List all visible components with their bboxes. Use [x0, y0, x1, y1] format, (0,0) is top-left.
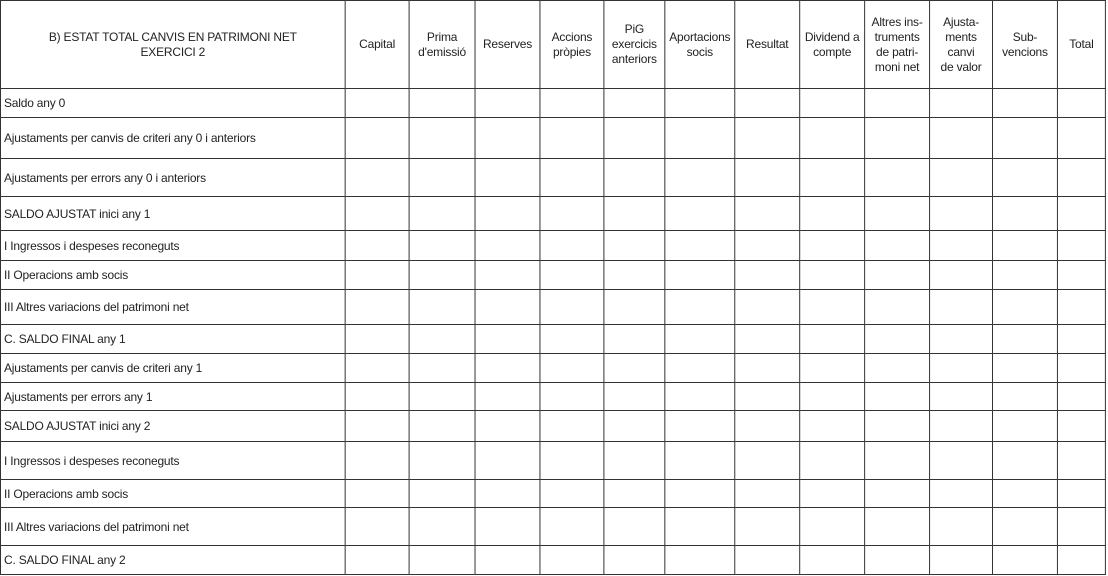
table-cell[interactable]	[409, 383, 475, 411]
table-cell[interactable]	[665, 546, 735, 575]
table-cell[interactable]	[865, 325, 930, 354]
table-cell[interactable]	[345, 508, 409, 546]
column-header-line: truments	[874, 29, 920, 44]
row-label: Ajustaments per errors any 1	[0, 383, 345, 411]
column-header	[930, 1, 993, 89]
table-cell[interactable]	[865, 197, 930, 231]
table-cell[interactable]	[475, 159, 540, 197]
table-cell[interactable]	[345, 159, 409, 197]
table-title-line: B) ESTAT TOTAL CANVIS EN PATRIMONI NET	[48, 29, 297, 44]
table-cell[interactable]	[604, 290, 665, 325]
table-cell[interactable]	[409, 354, 475, 383]
table-cell[interactable]	[800, 354, 865, 383]
table-cell[interactable]	[865, 508, 930, 546]
column-header	[540, 1, 604, 89]
table-cell[interactable]	[735, 546, 800, 575]
table-cell[interactable]	[604, 159, 665, 197]
table-cell[interactable]	[409, 442, 475, 480]
table-cell[interactable]	[475, 546, 540, 575]
column-header	[604, 1, 665, 89]
table-cell[interactable]	[993, 159, 1058, 197]
table-cell[interactable]	[735, 411, 800, 442]
table-cell[interactable]	[604, 383, 665, 411]
table-title-line: EXERCICI 2	[140, 44, 206, 59]
column-header	[865, 1, 930, 89]
column-header-line: ments	[945, 29, 977, 44]
table-cell[interactable]	[409, 480, 475, 508]
column-header-line: vencions	[1002, 44, 1048, 59]
table-cell[interactable]	[409, 546, 475, 575]
column-header	[665, 1, 735, 89]
table-cell[interactable]	[665, 442, 735, 480]
table-row	[0, 480, 1105, 508]
table-cell[interactable]	[865, 354, 930, 383]
column-header-line: Total	[1069, 37, 1094, 51]
column-header-line: Sub-	[1012, 29, 1038, 44]
column-header-line: PiG	[624, 22, 645, 36]
table-cell[interactable]	[665, 89, 735, 118]
table-cell[interactable]	[345, 383, 409, 411]
row-label: C. SALDO FINAL any 1	[0, 325, 345, 354]
table-cell[interactable]	[735, 508, 800, 546]
table-row	[0, 383, 1105, 411]
table-cell[interactable]	[1057, 442, 1105, 480]
table-cell[interactable]	[475, 118, 540, 159]
table-cell[interactable]	[930, 480, 993, 508]
table-cell[interactable]	[800, 508, 865, 546]
table-cell[interactable]	[604, 480, 665, 508]
table-cell[interactable]	[735, 354, 800, 383]
column-header-line: pròpies	[552, 44, 591, 59]
table-cell[interactable]	[475, 442, 540, 480]
table-cell[interactable]	[665, 325, 735, 354]
table-cell[interactable]	[540, 89, 604, 118]
table-cell[interactable]	[1057, 546, 1105, 575]
table-cell[interactable]	[993, 261, 1058, 290]
table-cell[interactable]	[475, 383, 540, 411]
table-cell[interactable]	[735, 197, 800, 231]
table-row	[0, 231, 1105, 261]
table-cell[interactable]	[475, 231, 540, 261]
table-cell[interactable]	[993, 325, 1058, 354]
table-cell[interactable]	[800, 480, 865, 508]
column-header-line: Dividend a	[804, 29, 860, 44]
table-row	[0, 354, 1105, 383]
table-cell[interactable]	[665, 261, 735, 290]
column-header-line: de patri-	[875, 44, 919, 59]
table-cell[interactable]	[930, 89, 993, 118]
table-cell[interactable]	[475, 411, 540, 442]
table-cell[interactable]	[475, 480, 540, 508]
table-cell[interactable]	[540, 118, 604, 159]
table-cell[interactable]	[735, 89, 800, 118]
table-cell[interactable]	[993, 383, 1058, 411]
table-cell[interactable]	[604, 354, 665, 383]
table-cell[interactable]	[540, 197, 604, 231]
table-cell[interactable]	[930, 231, 993, 261]
table-cell[interactable]	[540, 508, 604, 546]
table-cell[interactable]	[993, 508, 1058, 546]
table-cell[interactable]	[800, 89, 865, 118]
table-cell[interactable]	[800, 118, 865, 159]
table-cell[interactable]	[604, 261, 665, 290]
table-cell[interactable]	[540, 159, 604, 197]
row-label: I Ingressos i despeses reconeguts	[0, 442, 345, 480]
table-cell[interactable]	[1057, 89, 1105, 118]
table-cell[interactable]	[993, 442, 1058, 480]
table-cell[interactable]	[865, 290, 930, 325]
column-header-line: de valor	[940, 59, 982, 74]
table-cell[interactable]	[409, 508, 475, 546]
table-cell[interactable]	[345, 197, 409, 231]
table-cell[interactable]	[735, 159, 800, 197]
row-label: Ajustaments per errors any 0 i anteriors	[0, 159, 345, 197]
table-cell[interactable]	[735, 442, 800, 480]
row-label: SALDO AJUSTAT inici any 1	[0, 197, 345, 231]
table-cell[interactable]	[735, 383, 800, 411]
table-cell[interactable]	[1057, 197, 1105, 231]
table-cell[interactable]	[409, 290, 475, 325]
table-cell[interactable]	[604, 546, 665, 575]
column-header-line: Resultat	[746, 37, 789, 51]
table-cell[interactable]	[865, 411, 930, 442]
table-cell[interactable]	[993, 480, 1058, 508]
table-cell[interactable]	[930, 383, 993, 411]
table-cell[interactable]	[993, 354, 1058, 383]
row-label: Ajustaments per canvis de criteri any 1	[0, 354, 345, 383]
table-row	[0, 411, 1105, 442]
row-label: II Operacions amb socis	[0, 480, 345, 508]
table-cell[interactable]	[540, 325, 604, 354]
row-label: I Ingressos i despeses reconeguts	[0, 231, 345, 261]
table-cell[interactable]	[800, 231, 865, 261]
table-cell[interactable]	[345, 290, 409, 325]
table-cell[interactable]	[540, 546, 604, 575]
table-cell[interactable]	[409, 197, 475, 231]
row-label: C. SALDO FINAL any 2	[0, 546, 345, 575]
table-cell[interactable]	[475, 325, 540, 354]
table-cell[interactable]	[540, 261, 604, 290]
column-header-line: anteriors	[611, 52, 657, 66]
table-cell[interactable]	[800, 290, 865, 325]
table-cell[interactable]	[345, 231, 409, 261]
table-cell[interactable]	[345, 325, 409, 354]
table-cell[interactable]	[735, 231, 800, 261]
table-cell[interactable]	[930, 261, 993, 290]
table-row	[0, 290, 1105, 325]
table-cell[interactable]	[540, 290, 604, 325]
table-cell[interactable]	[540, 442, 604, 480]
table-cell[interactable]	[993, 546, 1058, 575]
table-cell[interactable]	[665, 508, 735, 546]
table-cell[interactable]	[345, 442, 409, 480]
table-row	[0, 442, 1105, 480]
table-row	[0, 546, 1105, 575]
table-cell[interactable]	[604, 89, 665, 118]
table-cell[interactable]	[930, 290, 993, 325]
table-cell[interactable]	[865, 89, 930, 118]
table-row	[0, 197, 1105, 231]
table-cell[interactable]	[1057, 354, 1105, 383]
table-cell[interactable]	[345, 411, 409, 442]
table-cell[interactable]	[1057, 290, 1105, 325]
table-cell[interactable]	[1057, 508, 1105, 546]
column-header-line: Ajusta-	[943, 14, 979, 29]
table-cell[interactable]	[475, 508, 540, 546]
column-header-line: Prima	[426, 29, 458, 44]
table-cell[interactable]	[345, 480, 409, 508]
table-cell[interactable]	[800, 546, 865, 575]
table-cell[interactable]	[930, 546, 993, 575]
column-header-line: Aportacions	[669, 29, 731, 44]
table-cell[interactable]	[930, 508, 993, 546]
column-header-line: socis	[686, 44, 713, 59]
table-cell[interactable]	[345, 354, 409, 383]
table-cell[interactable]	[993, 118, 1058, 159]
table-cell[interactable]	[1057, 325, 1105, 354]
column-header-line: d'emissió	[418, 44, 466, 59]
table-cell[interactable]	[930, 325, 993, 354]
table-cell[interactable]	[409, 89, 475, 118]
table-cell[interactable]	[409, 231, 475, 261]
table-cell[interactable]	[735, 480, 800, 508]
table-cell[interactable]	[800, 442, 865, 480]
table-cell[interactable]	[800, 197, 865, 231]
table-cell[interactable]	[865, 480, 930, 508]
table-cell[interactable]	[930, 354, 993, 383]
column-header	[735, 1, 800, 89]
table-cell[interactable]	[345, 546, 409, 575]
table-cell[interactable]	[540, 411, 604, 442]
table-cell[interactable]	[665, 290, 735, 325]
table-cell[interactable]	[604, 411, 665, 442]
table-cell[interactable]	[1057, 118, 1105, 159]
table-cell[interactable]	[865, 231, 930, 261]
table-cell[interactable]	[604, 508, 665, 546]
table-cell[interactable]	[993, 231, 1058, 261]
table-cell[interactable]	[930, 159, 993, 197]
table-cell[interactable]	[1057, 261, 1105, 290]
table-cell[interactable]	[800, 383, 865, 411]
table-cell[interactable]	[604, 442, 665, 480]
row-label: III Altres variacions del patrimoni net	[0, 290, 345, 325]
table-cell[interactable]	[865, 159, 930, 197]
table-cell[interactable]	[409, 118, 475, 159]
table-cell[interactable]	[665, 159, 735, 197]
column-header-line: compte	[813, 44, 852, 59]
column-header-line: Reserves	[482, 37, 533, 51]
table-cell[interactable]	[409, 261, 475, 290]
column-header	[475, 1, 540, 89]
table-cell[interactable]	[409, 411, 475, 442]
table-cell[interactable]	[409, 159, 475, 197]
table-cell[interactable]	[345, 118, 409, 159]
table-cell[interactable]	[930, 118, 993, 159]
table-cell[interactable]	[1057, 231, 1105, 261]
table-cell[interactable]	[475, 290, 540, 325]
table-cell[interactable]	[665, 118, 735, 159]
table-cell[interactable]	[800, 325, 865, 354]
table-row	[0, 89, 1105, 118]
table-row	[0, 325, 1105, 354]
table-cell[interactable]	[540, 383, 604, 411]
column-header	[409, 1, 475, 89]
table-cell[interactable]	[604, 197, 665, 231]
column-header-line: exercicis	[611, 37, 657, 51]
table-cell[interactable]	[800, 411, 865, 442]
column-header-line: moni net	[874, 59, 920, 74]
table-cell[interactable]	[993, 411, 1058, 442]
table-cell[interactable]	[930, 442, 993, 480]
table-cell[interactable]	[604, 231, 665, 261]
table-cell[interactable]	[865, 546, 930, 575]
column-header	[800, 1, 865, 89]
table-cell[interactable]	[1057, 480, 1105, 508]
table-cell[interactable]	[665, 480, 735, 508]
table-cell[interactable]	[540, 480, 604, 508]
table-cell[interactable]	[930, 411, 993, 442]
table-cell[interactable]	[993, 197, 1058, 231]
table-title	[0, 1, 345, 89]
row-label: III Altres variacions del patrimoni net	[0, 508, 345, 546]
table-row	[0, 159, 1105, 197]
table-cell[interactable]	[865, 118, 930, 159]
table-cell[interactable]	[735, 118, 800, 159]
table-cell[interactable]	[540, 231, 604, 261]
table-cell[interactable]	[735, 325, 800, 354]
table-row	[0, 261, 1105, 290]
table-cell[interactable]	[665, 231, 735, 261]
column-header	[345, 1, 409, 89]
table-cell[interactable]	[665, 411, 735, 442]
column-header-line: canvi	[947, 44, 975, 59]
row-label: Saldo any 0	[0, 89, 345, 118]
table-cell[interactable]	[865, 383, 930, 411]
column-header-line: Accions	[551, 29, 593, 44]
table-cell[interactable]	[604, 118, 665, 159]
table-cell[interactable]	[604, 325, 665, 354]
table-cell[interactable]	[345, 261, 409, 290]
table-cell[interactable]	[735, 261, 800, 290]
table-cell[interactable]	[800, 261, 865, 290]
table-cell[interactable]	[1057, 383, 1105, 411]
table-cell[interactable]	[665, 197, 735, 231]
table-cell[interactable]	[930, 197, 993, 231]
table-cell[interactable]	[993, 89, 1058, 118]
column-header-line: Altres ins-	[871, 14, 923, 29]
table-cell[interactable]	[540, 354, 604, 383]
column-header	[1057, 1, 1105, 89]
table-cell[interactable]	[800, 159, 865, 197]
table-cell[interactable]	[1057, 159, 1105, 197]
table-cell[interactable]	[865, 442, 930, 480]
table-cell[interactable]	[345, 89, 409, 118]
table-cell[interactable]	[665, 354, 735, 383]
table-cell[interactable]	[865, 261, 930, 290]
row-label: SALDO AJUSTAT inici any 2	[0, 411, 345, 442]
table-cell[interactable]	[665, 383, 735, 411]
column-header	[993, 1, 1058, 89]
table-cell[interactable]	[475, 261, 540, 290]
table-cell[interactable]	[475, 89, 540, 118]
table-cell[interactable]	[1057, 411, 1105, 442]
row-label: II Operacions amb socis	[0, 261, 345, 290]
table-cell[interactable]	[735, 290, 800, 325]
table-cell[interactable]	[475, 354, 540, 383]
table-cell[interactable]	[409, 325, 475, 354]
table-cell[interactable]	[475, 197, 540, 231]
row-label: Ajustaments per canvis de criteri any 0 i anteriors	[0, 118, 345, 159]
table-row	[0, 508, 1105, 546]
table-cell[interactable]	[993, 290, 1058, 325]
column-header-line: Capital	[359, 37, 396, 51]
table-row	[0, 118, 1105, 159]
